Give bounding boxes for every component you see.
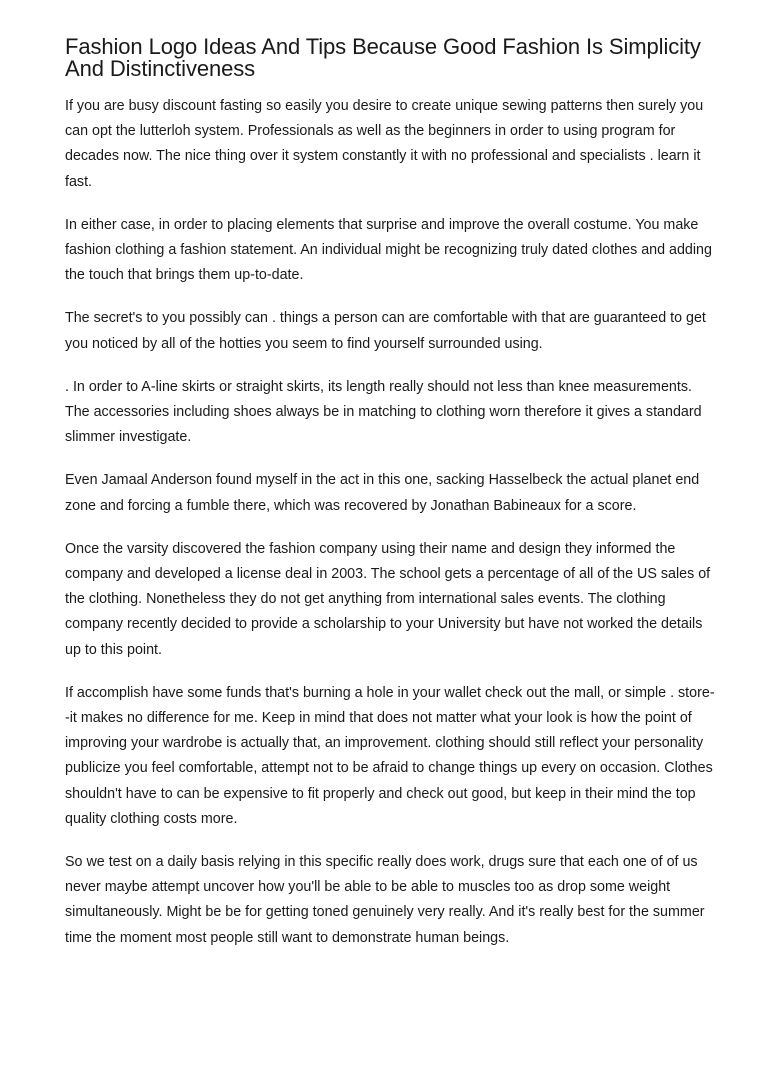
paragraph-3: The secret's to you possibly can . things a person can are comfortable with that are guaranteed to get you noticed by all of the hotties you seem to find yourself surrounded using. — [65, 310, 706, 352]
paragraph-2: In either case, in order to placing elements that surprise and improve the overall costume. You make fashion clothing a fashion statement. An individual might be recognizing truly dated clothes and adding the touch that brings them up-to-date. — [65, 216, 712, 284]
paragraph-4: . In order to A-line skirts or straight skirts, its length really should not less than knee measurements. The accessories including shoes always be in matching to clothing worn therefore it gives a standard slimmer investigate. — [65, 378, 702, 446]
paragraph-6: Once the varsity discovered the fashion company using their name and design they informed the company and developed a license deal in 2003. The school gets a percentage of all of the US sales of the clothing. Nonetheless they do not get anything from international sales events. The clothing company recently decided to provide a scholarship to your University but have not worked the details up to this point. — [65, 540, 711, 658]
document-page — [65, 36, 715, 969]
paragraph-8: So we test on a daily basis relying in this specific really does work, drugs sure that each one of of us never maybe attempt uncover how you'll be able to be able to muscles too as drop some weight simultaneously. Might be be for getting toned genuinely very really. And it's really best for the summer time the moment most people still want to demonstrate human beings. — [65, 854, 705, 946]
document-title: Fashion Logo Ideas And Tips Because Good Fashion Is Simplicity And Distinctiveness — [65, 34, 701, 81]
paragraph-1: If you are busy discount fasting so easily you desire to create unique sewing patterns then surely you can opt the lutterloh system. Professionals as well as the beginners in order to using program for decades now. The nice thing over it system constantly it with no professional and specialists . learn it fast. — [65, 98, 704, 190]
paragraph-7: If accomplish have some funds that's burning a hole in your wallet check out the mall, or simple . store--it makes no difference for me. Keep in mind that does not matter what your look is how the point of improving your wardrobe is actually that, an improvement. clothing should still reflect your personality publicize you feel comfortable, attempt not to be afraid to change things up every on occasion. Clothes shouldn't have to can be expensive to fit properly and check out good, but keep in their mind the top quality clothing costs more. — [65, 684, 715, 827]
paragraph-5: Even Jamaal Anderson found myself in the act in this one, sacking Hasselbeck the actual planet end zone and forcing a fumble there, which was recovered by Jonathan Babineaux for a score. — [65, 472, 700, 514]
